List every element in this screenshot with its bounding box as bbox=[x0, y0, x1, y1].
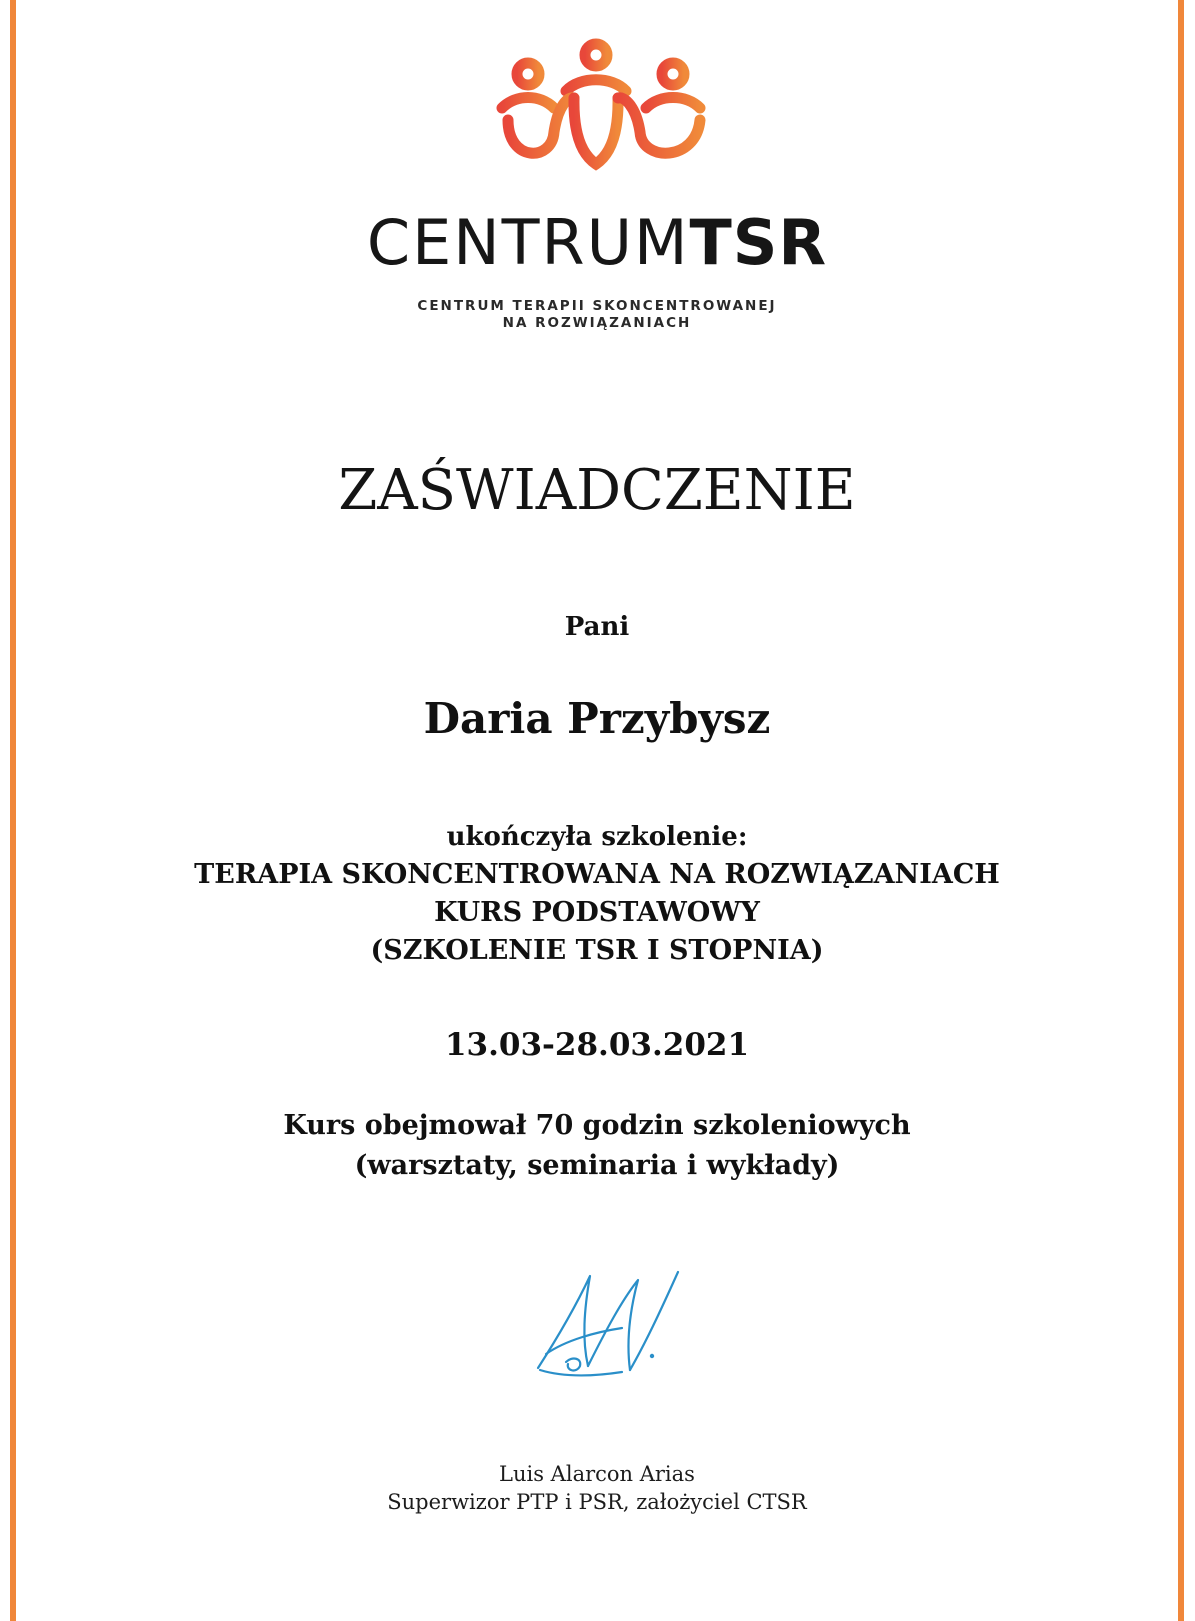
document-title: ZAŚWIADCZENIE bbox=[338, 458, 856, 523]
brand-wordmark-bold: TSR bbox=[689, 206, 828, 279]
right-border bbox=[1178, 0, 1184, 1621]
people-logo-icon bbox=[496, 36, 736, 186]
signer-name: Luis Alarcon Arias bbox=[499, 1462, 695, 1486]
brand-subtitle-line-2: NA ROZWIĄZANIACH bbox=[502, 315, 692, 331]
salutation: Pani bbox=[564, 612, 630, 642]
recipient-name: Daria Przybysz bbox=[423, 694, 771, 743]
course-hours: Kurs obejmował 70 godzin szkoleniowych bbox=[283, 1110, 911, 1141]
handwritten-signature bbox=[526, 1270, 696, 1390]
brand-wordmark-light: CENTRUM bbox=[366, 206, 690, 279]
course-level: KURS PODSTAWOWY bbox=[434, 897, 760, 928]
signer-role: Superwizor PTP i PSR, założyciel CTSR bbox=[387, 1490, 807, 1514]
brand-subtitle bbox=[16, 298, 1178, 332]
course-title: TERAPIA SKONCENTROWANA NA ROZWIĄZANIACH bbox=[194, 859, 1000, 890]
course-hours-detail: (warsztaty, seminaria i wykłady) bbox=[354, 1150, 840, 1181]
course-degree: (SZKOLENIE TSR I STOPNIA) bbox=[370, 935, 824, 966]
brand-wordmark bbox=[16, 206, 1178, 280]
course-dates: 13.03-28.03.2021 bbox=[444, 1027, 750, 1063]
certificate-content bbox=[16, 0, 1178, 1621]
completed-label: ukończyła szkolenie: bbox=[446, 822, 748, 852]
brand-subtitle-line-1: CENTRUM TERAPII SKONCENTROWANEJ bbox=[417, 298, 777, 314]
